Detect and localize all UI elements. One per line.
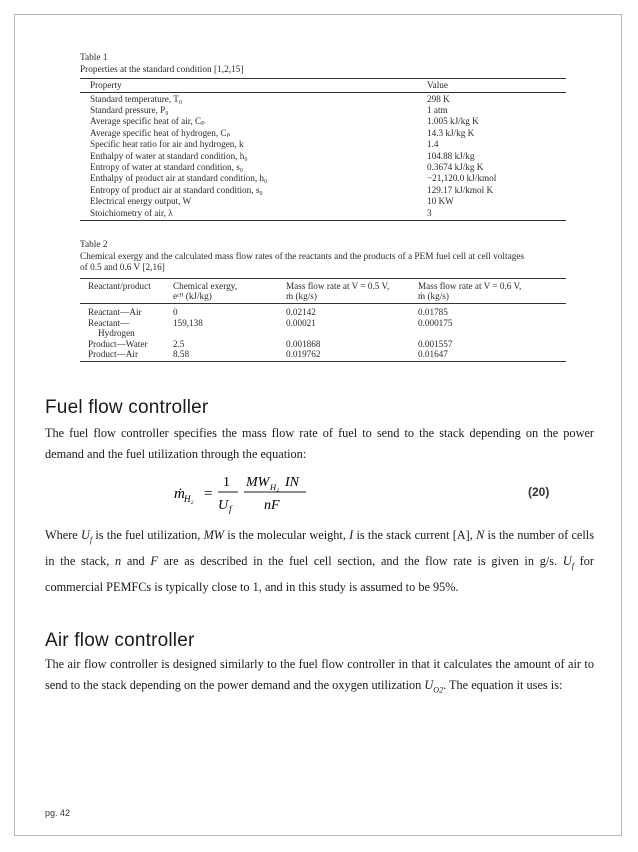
flow-05-cell: 0.019762 [286, 349, 321, 360]
property-cell: Electrical energy output, W [90, 196, 192, 207]
equation-number: (20) [528, 485, 550, 499]
table-row [80, 128, 566, 139]
sym-uo2: U [424, 677, 434, 692]
table-row [80, 162, 566, 173]
eq-lhs: ṁ [174, 486, 185, 502]
property-cell: Average specific heat of air, Cₚ [90, 116, 206, 127]
table-row [80, 307, 566, 318]
flow-05-cell: 0.001868 [286, 338, 321, 349]
sym-n-cap: N [476, 528, 485, 542]
exergy-cell: 0 [173, 307, 178, 318]
property-cell: Standard temperature, T₀ [90, 93, 183, 104]
fuel-flow-intro: The fuel flow controller specifies the mass flow rate of fuel to send to the stack depending on the power demand and the fuel utilization through the equation: [45, 426, 594, 461]
reactant-cell: Reactant—Air [88, 307, 142, 318]
sym-mw: MW [203, 528, 225, 542]
table-row [80, 116, 566, 127]
sym-uf-2: U [562, 554, 572, 569]
table-row [80, 139, 566, 150]
property-cell: Enthalpy of water at standard condition, h₀ [90, 150, 248, 161]
value-cell: −21,120.0 kJ/kmol [427, 173, 497, 184]
value-cell: 298 K [427, 93, 450, 104]
table-row [80, 339, 566, 350]
table-row [80, 208, 566, 219]
eq-frac1-num: 1 [223, 475, 230, 490]
table-2-header-flow-06: Mass flow rate at V = 0.6 V, ṁ (kg/s) [418, 280, 522, 302]
property-cell: Standard pressure, P₀ [90, 104, 169, 115]
sym-n: n [115, 554, 122, 569]
value-cell: 3 [427, 207, 432, 218]
property-cell: Specific heat ratio for air and hydrogen, k [90, 139, 244, 150]
eq-frac2-num: MW [246, 475, 270, 490]
page-number: pg. 42 [45, 808, 71, 818]
table-1-label: Table 1 [80, 53, 108, 63]
table-1-header-value: Value [427, 80, 448, 90]
exergy-cell: 159,138 [173, 317, 203, 328]
table-1-header-property: Property [90, 80, 122, 90]
table-row [80, 151, 566, 162]
fuel-flow-heading: Fuel flow controller [45, 397, 209, 418]
equation-svg [172, 468, 372, 518]
table-row [80, 196, 566, 207]
flow-06-cell: 0.01647 [418, 349, 448, 360]
property-cell: Stoichiometry of air, λ [90, 207, 173, 218]
table-1-title: Properties at the standard condition [1,2,15] [80, 64, 244, 75]
property-cell: Entropy of product air at standard condition, s₀ [90, 184, 263, 195]
table-1-header [80, 79, 566, 92]
property-cell: Average specific heat of hydrogen, Cₚ [90, 127, 231, 138]
reactant-cell: Product—Air [88, 349, 139, 360]
table-row [80, 349, 566, 360]
table-1 [80, 53, 566, 221]
value-cell: 14.3 kJ/kg K [427, 127, 475, 138]
table-row [80, 185, 566, 196]
eq-frac2-num-sub: H₂ [270, 482, 280, 492]
flow-05-cell: 0.02142 [286, 307, 316, 318]
value-cell: 10 KW [427, 196, 454, 207]
value-cell: 104.88 kJ/kg [427, 150, 475, 161]
sym-uf: U [81, 528, 90, 542]
fuel-flow-description: Where $U_f$ is the fuel utilization, MW is the molecular weight, I is the stack current [A], N is the number of cells in the stack, n and F are as described in the fuel cell section, and the flow rate is given in g/s. $U_f$ for commercial PEMFCs is typically close to 1, and in this study is assumed to be 95%. [45, 528, 595, 595]
eq-frac1-den: U [218, 498, 229, 513]
table-2-header-exergy: Chemical exergy, eᶜᴴ (kJ/kg) [173, 280, 238, 302]
air-flow-heading: Air flow controller [45, 630, 195, 651]
flow-06-cell: 0.000175 [418, 317, 453, 328]
table-2-header-reactant: Reactant/product [88, 280, 151, 291]
flow-06-cell: 0.001557 [418, 338, 453, 349]
exergy-cell: 8.58 [173, 349, 190, 360]
fuel-flow-equation [172, 468, 372, 518]
reactant-cell: Product—Water [88, 338, 148, 349]
table-2-header-flow-05: Mass flow rate at V = 0.5 V, ṁ (kg/s) [286, 280, 390, 302]
value-cell: 1.005 kJ/kg K [427, 116, 479, 127]
eq-frac1-den-sub: f [229, 504, 232, 514]
value-cell: 0.3674 kJ/kg K [427, 161, 484, 172]
table-1-caption [80, 53, 566, 76]
sym-i: I [349, 528, 354, 542]
table-2 [80, 240, 566, 362]
value-cell: 1.4 [427, 139, 439, 150]
table-2-header [80, 279, 566, 304]
eq-frac2-num-rest: IN [285, 475, 299, 490]
value-cell: 129.17 kJ/kmol K [427, 184, 494, 195]
sym-f: F [150, 554, 158, 569]
table-row [80, 105, 566, 116]
flow-05-cell: 0.00021 [286, 317, 316, 328]
table-2-title: Chemical exergy and the calculated mass flow rates of the reactants and the products of a PEM fuel cell at cell voltages [80, 251, 525, 262]
flow-06-cell: 0.01785 [418, 307, 448, 318]
table-2-label: Table 2 [80, 240, 108, 250]
table-2-title-cont: of 0.5 and 0.6 V [2,16] [80, 263, 165, 273]
eq-equals: = [204, 486, 213, 502]
air-flow-description: The air flow controller is designed similarly to the fuel flow controller in that it calculates the amount of air to send to the stack depending on the power demand and the oxygen utilization $U_{O2}$. The equation it uses is: [45, 657, 594, 695]
table-2-caption [80, 240, 566, 275]
table-row [80, 173, 566, 184]
table-row [80, 94, 566, 105]
eq-lhs-sub: H₂ [184, 494, 194, 504]
exergy-cell: 2.5 [173, 338, 185, 349]
reactant-cell: Reactant— Hydrogen [88, 317, 135, 339]
eq-frac2-den: nF [264, 498, 280, 513]
property-cell: Enthalpy of product air at standard condition, h₀ [90, 173, 268, 184]
property-cell: Entropy of water at standard condition, s₀ [90, 161, 243, 172]
table-row [80, 318, 566, 339]
value-cell: 1 atm [427, 104, 448, 115]
